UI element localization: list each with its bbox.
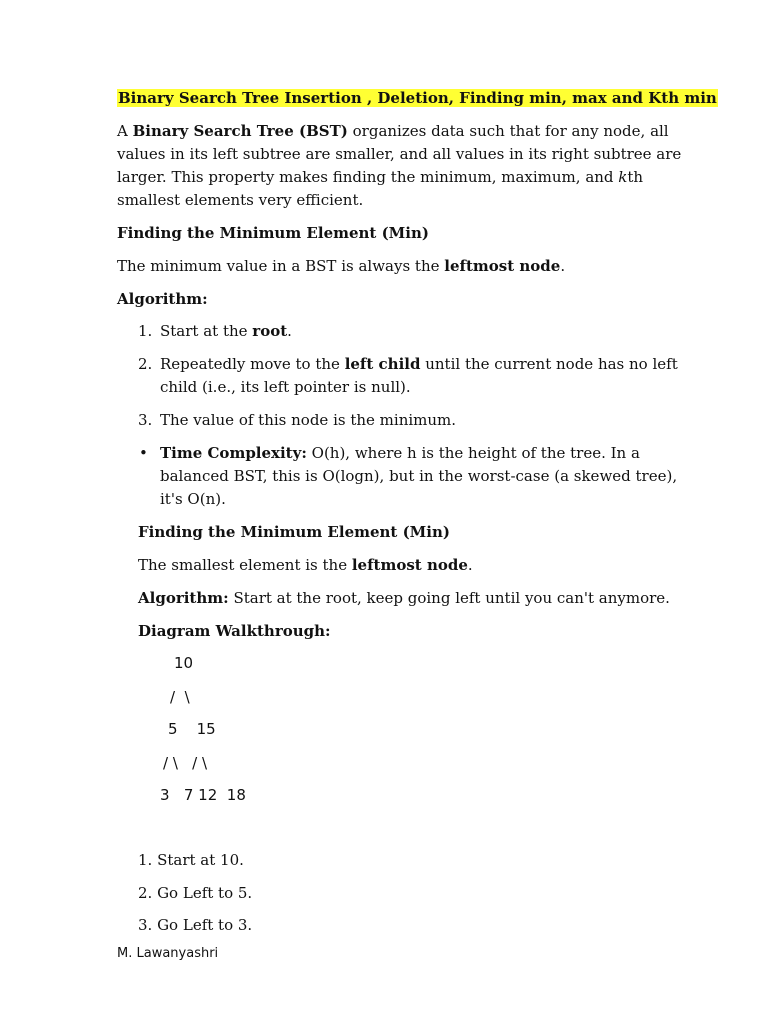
section1-algorithm-heading: Algorithm:: [117, 290, 208, 308]
time-complexity-line-2: balanced BST, this is O(logn), but in the worst-case (a skewed tree),: [160, 467, 678, 485]
diagram-heading: Diagram Walkthrough:: [138, 622, 331, 640]
step-1: Start at the root.: [160, 322, 292, 340]
section2-heading: Finding the Minimum Element (Min): [138, 523, 450, 541]
section2-text: The smallest element is the leftmost node.: [138, 556, 473, 574]
step-3: The value of this node is the minimum.: [160, 411, 457, 429]
walk-step-3: 3. Go Left to 3.: [138, 916, 253, 934]
term-bst: Binary Search Tree (BST): [132, 122, 348, 140]
walk-step-1: 1. Start at 10.: [138, 851, 244, 869]
section1-heading: Finding the Minimum Element (Min): [117, 224, 429, 242]
step-2: Repeatedly move to the left child until the current node has no left: [160, 355, 678, 373]
title-highlight: Binary Search Tree Insertion , Deletion, Finding min, max and Kth min: [118, 89, 717, 107]
section2-algorithm: Algorithm: Start at the root, keep going left until you can't anymore.: [138, 589, 670, 607]
intro-line-2: values in its left subtree are smaller, and all values in its right subtree are: [117, 145, 682, 163]
step-number: 2.: [138, 355, 153, 373]
intro-line-4: smallest elements very efficient.: [117, 191, 364, 209]
time-complexity-line-1: Time Complexity: O(h), where h is the height of the tree. In a: [160, 444, 640, 462]
intro-line-3: larger. This property makes finding the minimum, maximum, and kth: [117, 168, 644, 186]
tree-row-level-1: 5 15: [168, 720, 216, 738]
step-number: 1.: [138, 322, 153, 340]
step-number: 3.: [138, 411, 153, 429]
footer-author: M. Lawanyashri: [117, 946, 219, 961]
tree-row-edges-2: / \ / \: [163, 754, 208, 772]
intro-line-1: A Binary Search Tree (BST) organizes data such that for any node, all: [117, 122, 669, 140]
bullet-icon: •: [139, 444, 148, 462]
step-2-continued: child (i.e., its left pointer is null).: [160, 378, 411, 396]
walk-step-2: 2. Go Left to 5.: [138, 884, 253, 902]
tree-row-leaves: 3 7 12 18: [160, 786, 246, 804]
doc-title: [117, 87, 718, 109]
tree-row-root: 10: [174, 654, 194, 672]
tree-row-edges-1: / \: [170, 688, 190, 706]
time-complexity-line-3: it's O(n).: [160, 490, 226, 508]
section1-text: The minimum value in a BST is always the leftmost node.: [117, 257, 566, 275]
